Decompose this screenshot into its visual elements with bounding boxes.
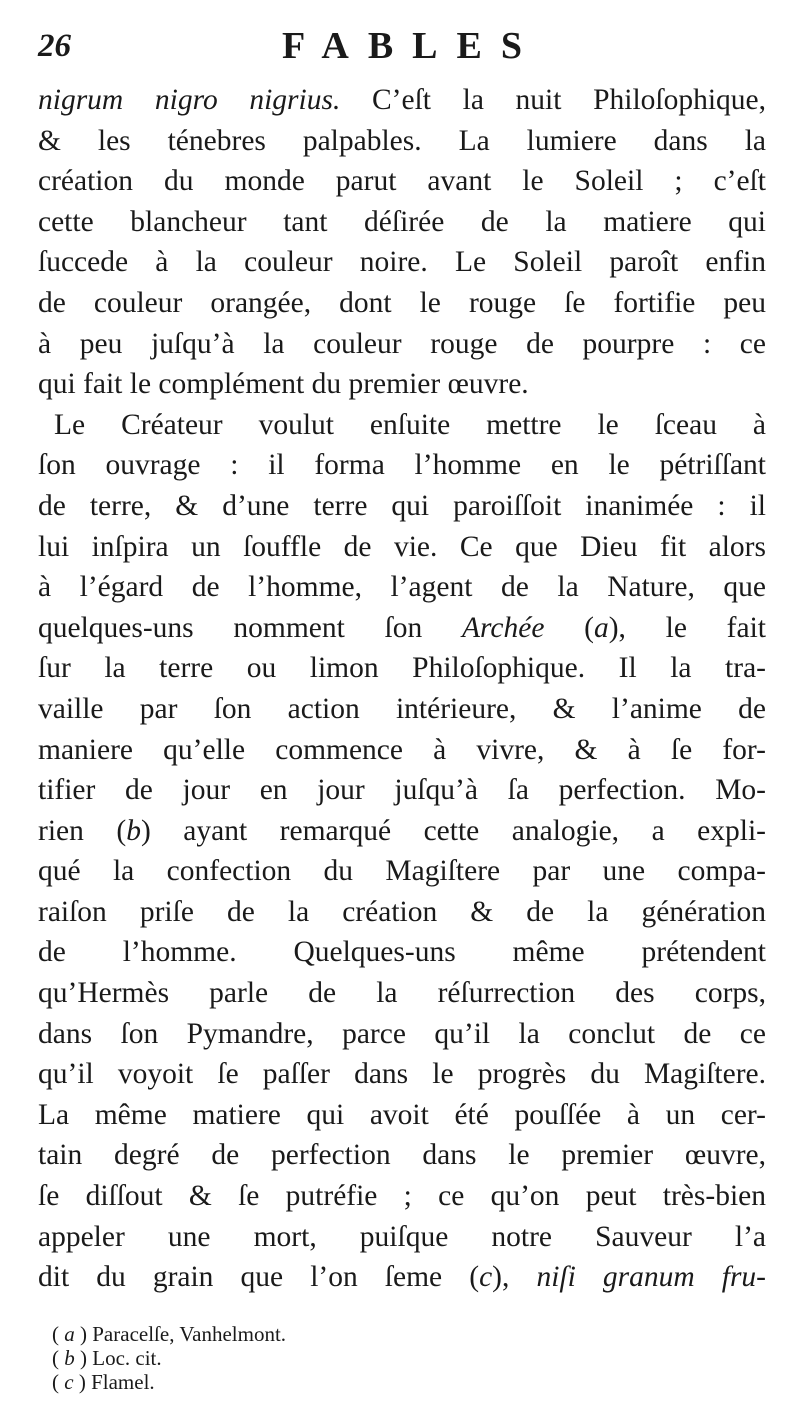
text-line — [38, 486, 766, 527]
text-segment: ſe diſſout & ſe putréfie ; ce qu’on peut très-bien — [38, 1180, 766, 1213]
page-header — [38, 24, 763, 74]
italic-text: niſi granum fru- — [536, 1261, 767, 1294]
text-line — [38, 202, 766, 243]
text-line — [38, 161, 766, 202]
text-line — [38, 1257, 766, 1298]
italic-text: a — [593, 611, 609, 644]
text-line — [38, 689, 766, 730]
text-line — [38, 121, 766, 162]
text-segment: appeler une mort, puiſque notre Sauveur l’a — [38, 1220, 766, 1253]
text-segment: de terre, & d’une terre qui paroiſſoit inanimée : il — [38, 489, 766, 522]
text-line — [38, 324, 766, 365]
text-segment: & les ténebres palpables. La lumiere dans la — [38, 124, 766, 157]
text-line — [38, 811, 766, 852]
text-line — [38, 527, 766, 568]
text-line — [38, 1135, 766, 1176]
text-line — [38, 405, 766, 446]
text-segment: qu’Hermès parle de la réſurrection des corps, — [38, 977, 766, 1010]
italic-text: b — [126, 814, 141, 847]
text-line — [38, 770, 766, 811]
text-segment: ſon ouvrage : il forma l’homme en le pétriſſant — [38, 449, 766, 482]
text-line — [38, 80, 766, 121]
text-segment: maniere qu’elle commence à vivre, & à ſe for- — [38, 733, 766, 766]
running-head: FABLES — [282, 25, 542, 67]
text-segment: ( — [544, 611, 594, 644]
footnote-mark: a — [64, 1322, 75, 1346]
footnote-text: Paracelſe, Vanhelmont. — [92, 1322, 287, 1346]
text-segment: rien ( — [38, 814, 127, 847]
page-number: 26 — [38, 28, 71, 64]
text-segment: à peu juſqu’à la couleur rouge de pourpre : ce — [38, 327, 766, 360]
text-line — [38, 364, 766, 405]
text-segment: ), le fait — [608, 611, 766, 644]
text-line — [38, 567, 766, 608]
text-segment: lui inſpira un ſouffle de vie. Ce que Dieu fit alors — [38, 530, 766, 563]
text-line — [38, 973, 766, 1014]
text-segment: création du monde parut avant le Soleil ; c’eſt — [38, 165, 766, 198]
text-segment: vaille par ſon action intérieure, & l’anime de — [38, 692, 766, 725]
text-line — [38, 1014, 766, 1055]
text-line — [38, 1217, 766, 1258]
text-segment: tifier de jour en jour juſqu’à ſa perfection. Mo- — [38, 774, 766, 807]
text-line — [38, 932, 766, 973]
text-segment: quelques-uns nomment ſon — [38, 611, 462, 644]
body-text — [38, 80, 766, 1298]
footnote-text: Loc. cit. — [92, 1346, 162, 1370]
text-line — [38, 851, 766, 892]
footnote-mark: c — [64, 1370, 74, 1394]
text-line — [38, 892, 766, 933]
text-segment: Le Créateur voulut enſuite mettre le ſceau à — [54, 408, 766, 441]
text-line — [38, 283, 766, 324]
italic-text: nigrum nigro nigrius. — [38, 84, 341, 116]
text-line — [38, 1176, 766, 1217]
text-segment: ) ayant remarqué cette analogie, a expli- — [140, 814, 766, 847]
text-segment: qué la confection du Magiſtere par une compa- — [38, 855, 766, 888]
text-segment: La même matiere qui avoit été pouſſée à un cer- — [38, 1098, 766, 1131]
text-segment: ſuccede à la couleur noire. Le Soleil paroît enfin — [38, 246, 766, 279]
text-segment: à l’égard de l’homme, l’agent de la Nature, que — [38, 571, 766, 604]
footnote-mark: b — [64, 1346, 75, 1370]
footnote: ( a ) Paracelſe, Vanhelmont. — [52, 1322, 287, 1346]
text-segment: de couleur orangée, dont le rouge ſe fortifie peu — [38, 286, 766, 319]
text-segment: dans ſon Pymandre, parce qu’il la conclut de ce — [38, 1017, 766, 1050]
footnote-text: Flamel. — [91, 1370, 155, 1394]
italic-text: c — [479, 1261, 493, 1294]
text-line — [38, 1095, 766, 1136]
text-line — [38, 1054, 766, 1095]
footnote: ( c ) Flamel. — [52, 1370, 155, 1394]
text-line — [38, 608, 766, 649]
text-segment: ), — [492, 1261, 537, 1294]
text-line — [38, 242, 766, 283]
text-line — [38, 648, 766, 689]
text-segment: qu’il voyoit ſe paſſer dans le progrès du Magiſtere. — [38, 1058, 766, 1091]
text-segment: raiſon priſe de la création & de la génération — [38, 895, 766, 928]
text-segment: dit du grain que l’on ſeme ( — [38, 1261, 480, 1294]
text-line — [38, 730, 766, 771]
text-line — [38, 445, 766, 486]
text-segment: de l’homme. Quelques-uns même prétendent — [38, 936, 766, 969]
text-segment: ſur la terre ou limon Philoſophique. Il la tra- — [38, 652, 766, 685]
text-segment: qui fait le complément du premier œuvre. — [38, 368, 529, 401]
footnotes — [52, 1322, 752, 1394]
italic-text: Archée — [461, 611, 545, 644]
text-segment: tain degré de perfection dans le premier œuvre, — [38, 1139, 766, 1172]
text-segment: cette blancheur tant déſirée de la matiere qui — [38, 205, 766, 238]
text-segment: C’eſt la nuit Philoſophique, — [340, 84, 767, 116]
footnote: ( b ) Loc. cit. — [52, 1346, 162, 1370]
